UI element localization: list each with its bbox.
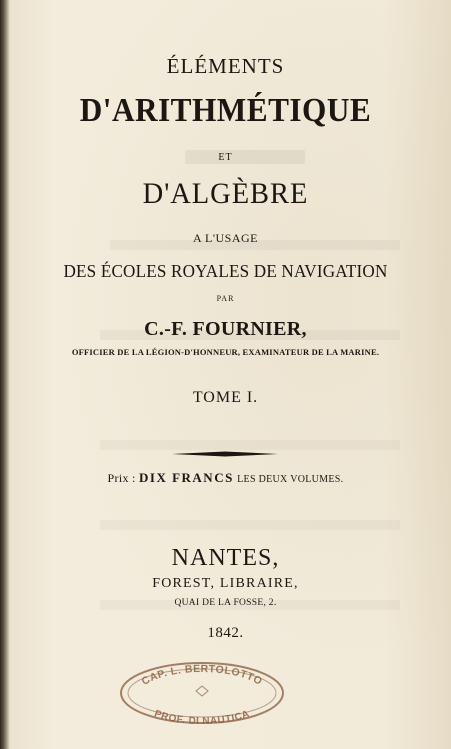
title-line-algebra: D'ALGÈBRE	[142, 177, 309, 210]
volume-label: TOME I.	[192, 389, 259, 406]
title-line-arithmetic: D'ARITHMÉTIQUE	[79, 92, 372, 129]
show-through-texture	[100, 440, 400, 450]
price-amount: DIX FRANCS	[139, 470, 234, 485]
svg-text:PROF. DI NAUTICA: PROF. DI NAUTICA	[152, 708, 252, 726]
schools-line: DES ÉCOLES ROYALES DE NAVIGATION	[63, 261, 388, 281]
publication-year: 1842.	[207, 625, 244, 641]
price-prefix: Prix :	[107, 471, 136, 485]
price-suffix: LES DEUX VOLUMES.	[237, 474, 344, 485]
ornamental-rule	[172, 451, 278, 457]
price-line	[0, 470, 451, 486]
author-name: C.-F. FOURNIER,	[144, 318, 307, 340]
usage-line: A L'USAGE	[193, 231, 258, 245]
imprint-address: QUAI DE LA FOSSE, 2.	[174, 598, 277, 608]
author-title: OFFICIER DE LA LÉGION-D'HONNEUR, EXAMINATEUR DE LA MARINE.	[71, 347, 380, 357]
svg-text:CAP. L. BERTOLOTTO: CAP. L. BERTOLOTTO	[139, 662, 265, 688]
imprint-publisher: FOREST, LIBRAIRE,	[152, 576, 299, 591]
by-line: PAR	[216, 294, 235, 303]
imprint-city: NANTES,	[171, 545, 280, 571]
show-through-texture	[100, 520, 400, 530]
ownership-stamp	[118, 660, 286, 726]
title-line-elements: ÉLÉMENTS	[166, 54, 285, 78]
title-conjunction: ET	[218, 152, 233, 163]
